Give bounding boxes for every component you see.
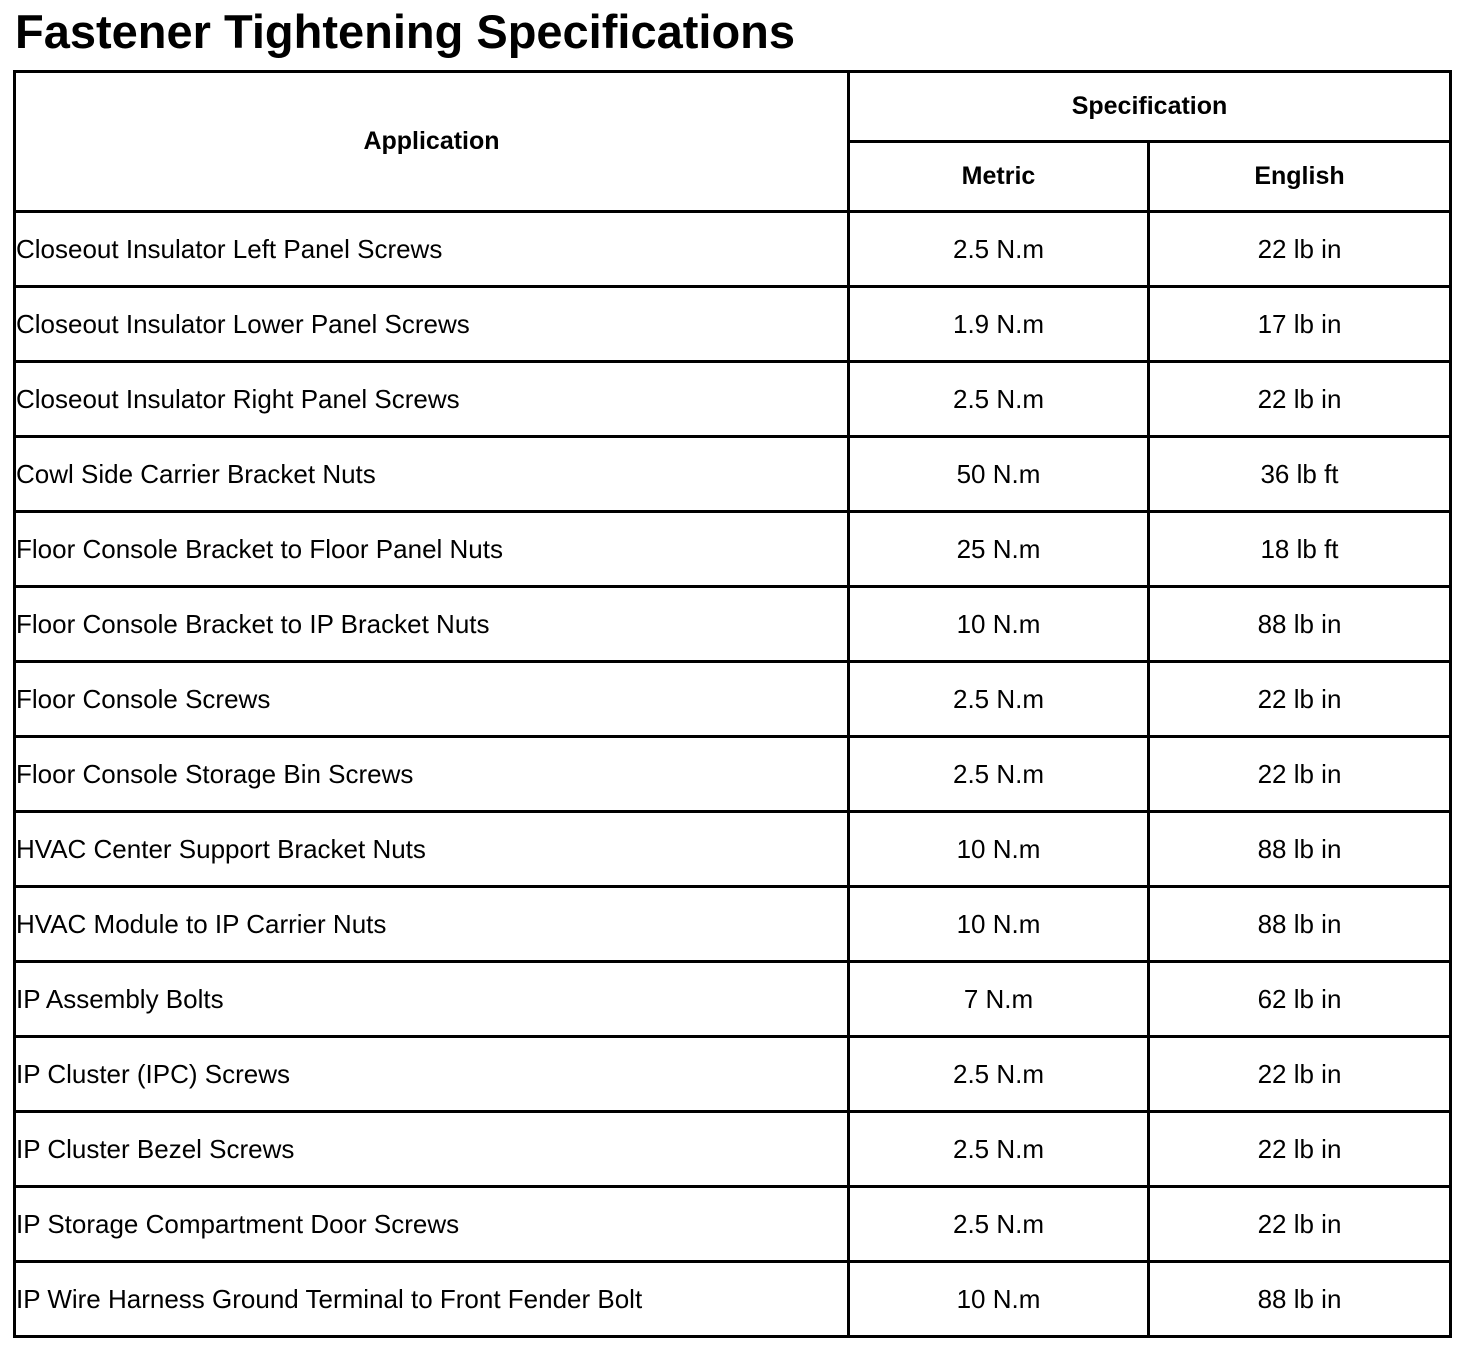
application-cell: Floor Console Bracket to Floor Panel Nuts [15, 512, 849, 587]
table-body [15, 212, 1451, 1337]
metric-value-cell: 2.5 N.m [849, 212, 1149, 287]
metric-value-cell: 2.5 N.m [849, 1112, 1149, 1187]
english-value-cell: 22 lb in [1149, 737, 1451, 812]
english-value-cell: 22 lb in [1149, 1187, 1451, 1262]
metric-value-cell: 2.5 N.m [849, 362, 1149, 437]
metric-value-cell: 10 N.m [849, 587, 1149, 662]
metric-column-header: Metric [849, 142, 1149, 212]
table-row [15, 1262, 1451, 1337]
table-row [15, 1112, 1451, 1187]
table-row [15, 1037, 1451, 1112]
application-cell: Floor Console Storage Bin Screws [15, 737, 849, 812]
english-value-cell: 88 lb in [1149, 587, 1451, 662]
application-cell: IP Assembly Bolts [15, 962, 849, 1037]
metric-value-cell: 2.5 N.m [849, 737, 1149, 812]
application-column-header: Application [15, 72, 849, 212]
english-value-cell: 22 lb in [1149, 1112, 1451, 1187]
english-value-cell: 88 lb in [1149, 1262, 1451, 1337]
application-cell: Floor Console Screws [15, 662, 849, 737]
english-value-cell: 22 lb in [1149, 662, 1451, 737]
english-value-cell: 62 lb in [1149, 962, 1451, 1037]
application-cell: Closeout Insulator Right Panel Screws [15, 362, 849, 437]
application-cell: Cowl Side Carrier Bracket Nuts [15, 437, 849, 512]
application-cell: IP Cluster (IPC) Screws [15, 1037, 849, 1112]
english-value-cell: 17 lb in [1149, 287, 1451, 362]
metric-value-cell: 2.5 N.m [849, 1187, 1149, 1262]
metric-value-cell: 2.5 N.m [849, 1037, 1149, 1112]
application-cell: Closeout Insulator Lower Panel Screws [15, 287, 849, 362]
application-cell: HVAC Center Support Bracket Nuts [15, 812, 849, 887]
english-value-cell: 36 lb ft [1149, 437, 1451, 512]
table-row [15, 662, 1451, 737]
fastener-spec-table [13, 70, 1452, 1338]
application-cell: IP Cluster Bezel Screws [15, 1112, 849, 1187]
application-cell: HVAC Module to IP Carrier Nuts [15, 887, 849, 962]
application-cell: Closeout Insulator Left Panel Screws [15, 212, 849, 287]
specification-column-header: Specification [849, 72, 1451, 142]
table-row [15, 887, 1451, 962]
table-row [15, 587, 1451, 662]
table-row [15, 962, 1451, 1037]
table-row [15, 1187, 1451, 1262]
table-row [15, 812, 1451, 887]
english-value-cell: 18 lb ft [1149, 512, 1451, 587]
english-value-cell: 22 lb in [1149, 1037, 1451, 1112]
table-row [15, 437, 1451, 512]
page-title: Fastener Tightening Specifications [15, 5, 795, 58]
metric-value-cell: 2.5 N.m [849, 662, 1149, 737]
table-row [15, 287, 1451, 362]
table-row [15, 362, 1451, 437]
metric-value-cell: 1.9 N.m [849, 287, 1149, 362]
application-cell: IP Storage Compartment Door Screws [15, 1187, 849, 1262]
metric-value-cell: 10 N.m [849, 887, 1149, 962]
table-row [15, 512, 1451, 587]
table-row [15, 737, 1451, 812]
metric-value-cell: 50 N.m [849, 437, 1149, 512]
table-header [15, 72, 1451, 212]
english-value-cell: 88 lb in [1149, 887, 1451, 962]
english-value-cell: 22 lb in [1149, 212, 1451, 287]
header-row-top [15, 72, 1451, 142]
metric-value-cell: 10 N.m [849, 1262, 1149, 1337]
english-value-cell: 22 lb in [1149, 362, 1451, 437]
table-row [15, 212, 1451, 287]
metric-value-cell: 25 N.m [849, 512, 1149, 587]
metric-value-cell: 7 N.m [849, 962, 1149, 1037]
metric-value-cell: 10 N.m [849, 812, 1149, 887]
application-cell: IP Wire Harness Ground Terminal to Front Fender Bolt [15, 1262, 849, 1337]
english-column-header: English [1149, 142, 1451, 212]
application-cell: Floor Console Bracket to IP Bracket Nuts [15, 587, 849, 662]
english-value-cell: 88 lb in [1149, 812, 1451, 887]
